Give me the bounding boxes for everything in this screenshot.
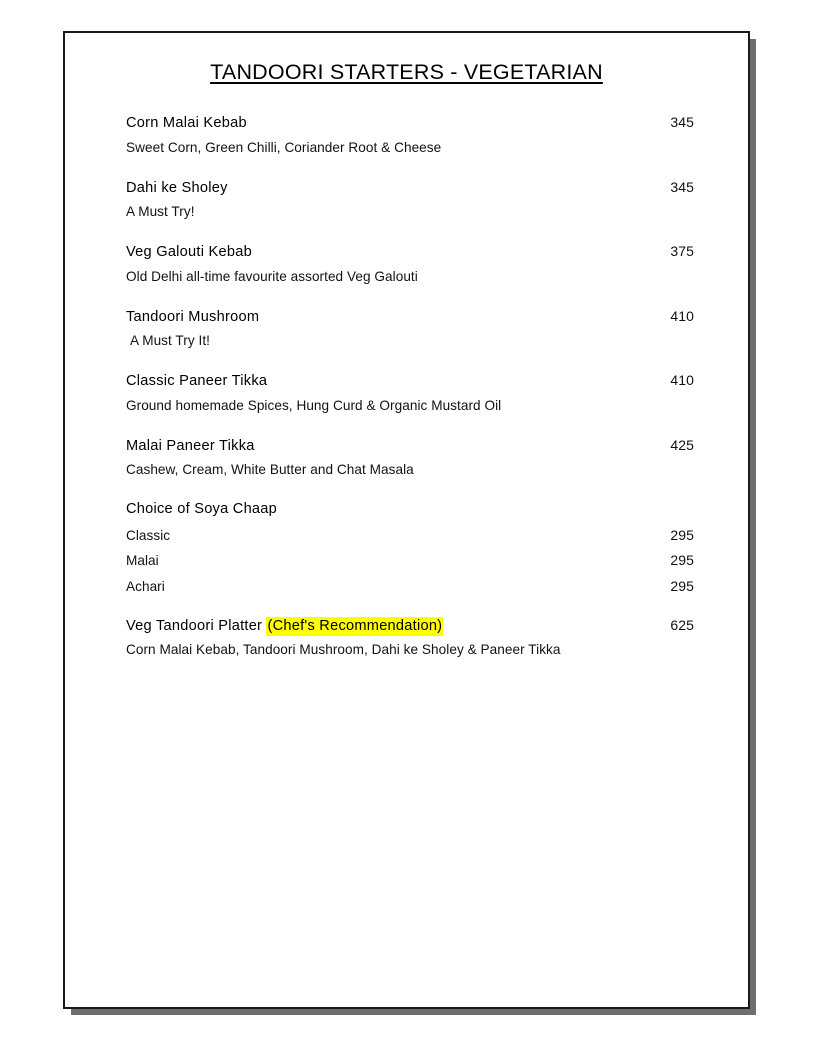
menu-item [126, 115, 694, 156]
menu-sub-item [126, 579, 694, 594]
menu-item [126, 180, 694, 221]
menu-sub-item-price: 295 [670, 578, 694, 595]
menu-item-header [126, 502, 694, 517]
menu-item-description: Ground homemade Spices, Hung Curd & Organic Mustard Oil [126, 397, 502, 413]
menu-item-name [126, 439, 255, 454]
menu-item-name [126, 310, 259, 325]
menu-item-price: 410 [670, 372, 694, 389]
menu-item [126, 438, 694, 479]
menu-item-name-text: Malai Paneer Tikka [126, 437, 255, 454]
menu-item-description: Old Delhi all-time favourite assorted Veg Galouti [126, 268, 418, 284]
menu-item-header [126, 438, 694, 454]
menu-sub-item-name: Classic [126, 527, 171, 543]
menu-page [63, 31, 750, 1009]
menu-item-header [126, 244, 694, 260]
menu-item [126, 309, 694, 350]
menu-item-description: Corn Malai Kebab, Tandoori Mushroom, Dahi ke Sholey & Paneer Tikka [126, 642, 561, 658]
menu-item-name-text: Veg Galouti Kebab [126, 244, 252, 261]
menu-item-header [126, 309, 694, 325]
menu-item-price: 625 [670, 616, 694, 633]
menu-item-name [126, 245, 252, 260]
menu-item-name-text: Tandoori Mushroom [126, 308, 260, 325]
menu-item-list [126, 115, 694, 658]
menu-item-price: 375 [670, 243, 694, 260]
menu-item-price: 425 [670, 436, 694, 453]
menu-sub-item-price: 295 [670, 526, 694, 543]
menu-item-header [126, 115, 694, 131]
menu-item-description: A Must Try It! [130, 333, 211, 349]
page-title: TANDOORI STARTERS - VEGETARIAN [210, 60, 603, 84]
menu-item-name-text: Veg Tandoori Platter [126, 617, 263, 634]
menu-sub-item [126, 528, 694, 543]
menu-item-name [126, 502, 277, 517]
menu-item [126, 618, 694, 659]
menu-item-header [126, 618, 694, 634]
menu-sub-item-name: Malai [126, 553, 159, 569]
menu-item-name [126, 374, 267, 389]
menu-item-price: 410 [670, 307, 694, 324]
menu-sub-item-name: Achari [126, 579, 165, 595]
menu-sub-item [126, 553, 694, 568]
menu-item [126, 373, 694, 414]
chefs-recommendation-badge: (Chef's Recommendation) [267, 617, 443, 634]
menu-item-description: Sweet Corn, Green Chilli, Coriander Root & Cheese [126, 139, 442, 155]
menu-item-name [126, 181, 228, 196]
menu-sheet [65, 33, 748, 1007]
menu-item-description: A Must Try! [126, 204, 195, 220]
menu-item-name-text: Classic Paneer Tikka [126, 373, 268, 390]
menu-item-header [126, 373, 694, 389]
menu-item-name-text: Choice of Soya Chaap [126, 501, 278, 518]
menu-item-name-text: Dahi ke Sholey [126, 179, 228, 196]
menu-item-header [126, 180, 694, 196]
menu-item-price: 345 [670, 114, 694, 130]
menu-item-name [126, 619, 443, 634]
menu-item-description: Cashew, Cream, White Butter and Chat Masala [126, 462, 414, 478]
menu-item [126, 244, 694, 285]
menu-item-name [126, 116, 247, 131]
menu-item-price: 345 [670, 178, 694, 195]
menu-sub-item-price: 295 [670, 552, 694, 569]
menu-item-name-text: Corn Malai Kebab [126, 115, 247, 131]
menu-item [126, 502, 694, 593]
